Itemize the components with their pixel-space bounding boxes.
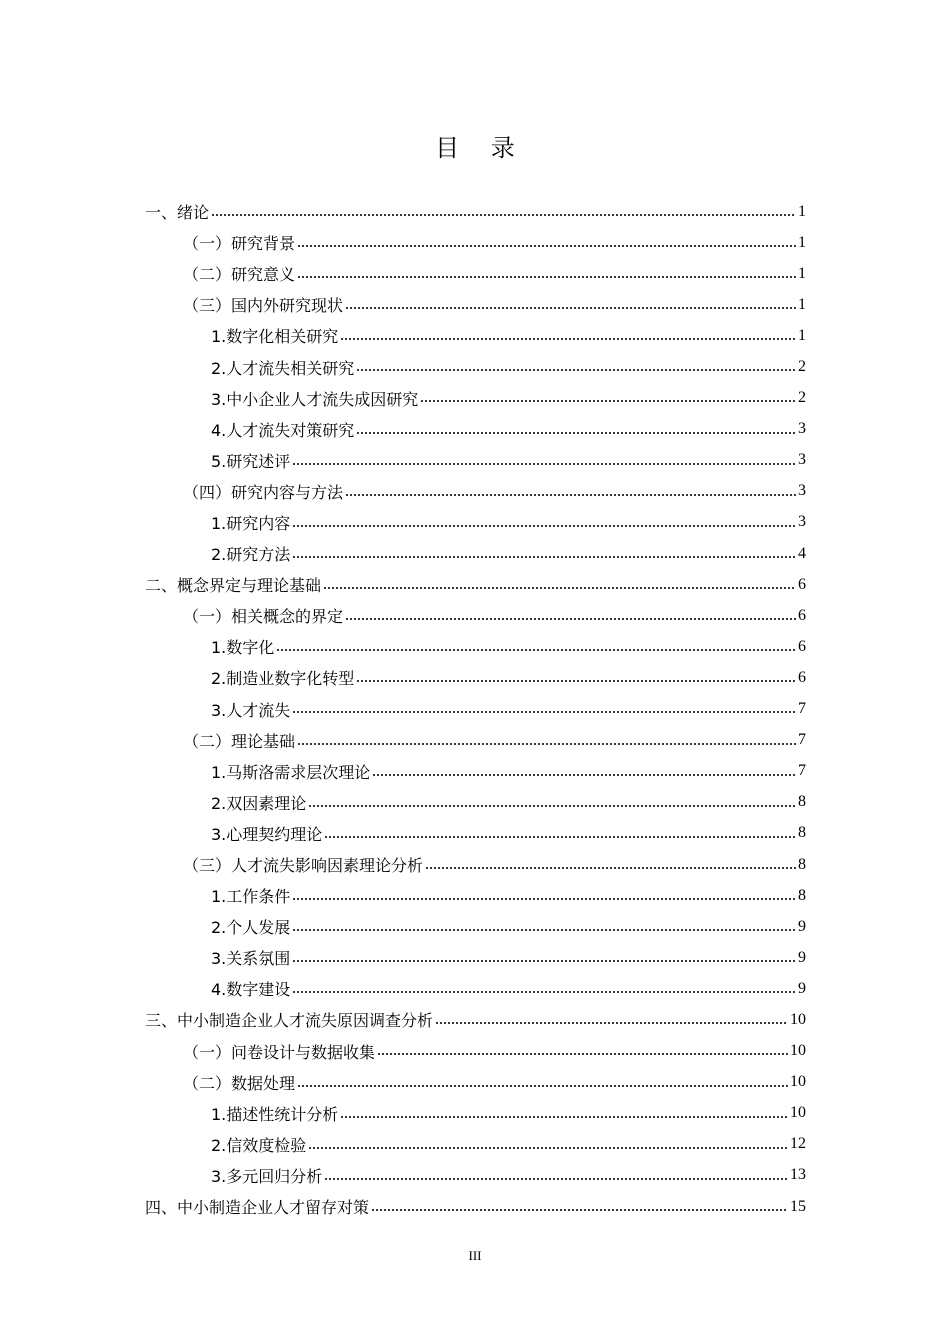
- dot-leader: [292, 452, 796, 468]
- dot-leader: [323, 577, 796, 593]
- toc-entry[interactable]: [145, 849, 806, 880]
- toc-entry-label: 2.制造业数字化转型: [211, 669, 355, 689]
- toc-entry-label: 一、绪论: [145, 203, 210, 223]
- dot-leader: [371, 1199, 788, 1215]
- toc-entry-label: 3.心理契约理论: [211, 824, 323, 844]
- toc-entry-page: 10: [790, 1073, 806, 1091]
- page-title: 目 录: [435, 134, 527, 162]
- dot-leader: [292, 981, 796, 997]
- toc-entry[interactable]: [145, 818, 806, 849]
- toc-entry-label: 2.人才流失相关研究: [211, 358, 355, 378]
- dot-leader: [356, 421, 796, 437]
- toc-entry[interactable]: [145, 383, 806, 414]
- toc-entry-page: 8: [798, 793, 806, 811]
- toc-entry-label: 1.描述性统计分析: [211, 1104, 339, 1124]
- toc-entry[interactable]: [145, 507, 806, 538]
- toc-entry-page: 9: [798, 979, 806, 997]
- dot-leader: [340, 328, 796, 344]
- dot-leader: [308, 794, 796, 810]
- toc-entry-label: 3.关系氛围: [211, 949, 291, 969]
- toc-entry-label: 3.人才流失: [211, 700, 291, 720]
- dot-leader: [340, 1105, 788, 1121]
- dot-leader: [297, 235, 796, 251]
- dot-leader: [345, 297, 796, 313]
- toc-entry[interactable]: [145, 569, 806, 600]
- toc-entry-page: 9: [798, 917, 806, 935]
- dot-leader: [435, 1012, 788, 1028]
- toc-entry-label: （二）数据处理: [183, 1073, 296, 1093]
- toc-entry-page: 9: [798, 948, 806, 966]
- toc-entry-page: 3: [798, 513, 806, 531]
- toc-entry[interactable]: [145, 476, 806, 507]
- toc-entry[interactable]: [145, 942, 806, 973]
- toc-entry-label: 3.中小企业人才流失成因研究: [211, 389, 419, 409]
- dot-leader: [292, 950, 796, 966]
- toc-entry-label: 2.个人发展: [211, 918, 291, 938]
- toc-entry-label: 1.工作条件: [211, 887, 291, 907]
- toc-entry-label: 三、中小制造企业人才流失原因调查分析: [145, 1011, 434, 1031]
- toc-entry-page: 1: [798, 326, 806, 344]
- dot-leader: [297, 1074, 788, 1090]
- toc-entry-page: 8: [798, 886, 806, 904]
- toc-entry[interactable]: [145, 973, 806, 1004]
- toc-entry[interactable]: [145, 445, 806, 476]
- toc-entry-label: 3.多元回归分析: [211, 1166, 323, 1186]
- dot-leader: [356, 670, 796, 686]
- toc-entry-label: （一）研究背景: [183, 234, 296, 254]
- toc-entry-label: （三）人才流失影响因素理论分析: [183, 856, 424, 876]
- toc-entry-label: 四、中小制造企业人才留存对策: [145, 1198, 370, 1218]
- dot-leader: [356, 359, 796, 375]
- toc-entry[interactable]: [145, 258, 806, 289]
- toc-entry[interactable]: [145, 414, 806, 445]
- toc-entry-page: 6: [798, 637, 806, 655]
- toc-entry-label: 2.信效度检验: [211, 1135, 307, 1155]
- dot-leader: [345, 483, 796, 499]
- toc-entry-page: 6: [798, 668, 806, 686]
- toc-entry-label: （三）国内外研究现状: [183, 296, 344, 316]
- toc-entry-page: 7: [798, 700, 806, 718]
- toc-entry[interactable]: [145, 1067, 806, 1098]
- dot-leader: [276, 639, 796, 655]
- dot-leader: [324, 1167, 788, 1183]
- toc-entry-label: 1.数字化: [211, 638, 275, 658]
- dot-leader: [292, 888, 796, 904]
- dot-leader: [297, 266, 796, 282]
- toc-entry[interactable]: [145, 538, 806, 569]
- dot-leader: [292, 546, 796, 562]
- toc-entry-page: 7: [798, 731, 806, 749]
- toc-entry-page: 3: [798, 451, 806, 469]
- toc-entry-label: （二）理论基础: [183, 731, 296, 751]
- toc-entry[interactable]: [145, 1160, 806, 1191]
- toc-entry[interactable]: [145, 787, 806, 818]
- toc-entry[interactable]: [145, 1129, 806, 1160]
- toc-entry-page: 6: [798, 606, 806, 624]
- toc-entry[interactable]: [145, 196, 806, 227]
- toc-entry-label: （一）相关概念的界定: [183, 607, 344, 627]
- dot-leader: [425, 857, 796, 873]
- toc-entry[interactable]: [145, 662, 806, 693]
- toc-entry[interactable]: [145, 351, 806, 382]
- toc-entry-label: 1.数字化相关研究: [211, 327, 339, 347]
- toc-entry-page: 12: [790, 1135, 806, 1153]
- toc-entry-page: 15: [790, 1197, 806, 1215]
- toc-entry[interactable]: [145, 725, 806, 756]
- toc-entry-page: 10: [790, 1042, 806, 1060]
- dot-leader: [377, 1043, 788, 1059]
- dot-leader: [211, 204, 796, 220]
- toc-entry-page: 1: [798, 202, 806, 220]
- toc-entry-page: 6: [798, 575, 806, 593]
- toc-entry-page: 10: [790, 1104, 806, 1122]
- toc-entry[interactable]: [145, 880, 806, 911]
- toc-entry[interactable]: [145, 756, 806, 787]
- toc-entry[interactable]: [145, 1036, 806, 1067]
- page-number: III: [468, 1248, 482, 1263]
- toc-entry[interactable]: [145, 289, 806, 320]
- toc-entry-page: 4: [798, 544, 806, 562]
- toc-entry[interactable]: [145, 1004, 806, 1035]
- dot-leader: [297, 732, 796, 748]
- toc-entry-page: 1: [798, 264, 806, 282]
- toc-entry[interactable]: [145, 1191, 806, 1222]
- toc-entry-page: 1: [798, 233, 806, 251]
- toc-entry-label: （四）研究内容与方法: [183, 482, 344, 502]
- toc-entry-page: 13: [790, 1166, 806, 1184]
- toc-entry-label: 4.数字建设: [211, 980, 291, 1000]
- toc-entry-label: 2.研究方法: [211, 545, 291, 565]
- toc-entry-page: 2: [798, 389, 806, 407]
- dot-leader: [324, 825, 796, 841]
- toc-entry-label: 二、概念界定与理论基础: [145, 576, 322, 596]
- dot-leader: [292, 701, 796, 717]
- toc-entry[interactable]: [145, 631, 806, 662]
- toc-entry[interactable]: [145, 600, 806, 631]
- toc-entry-label: 1.研究内容: [211, 513, 291, 533]
- dot-leader: [308, 1136, 788, 1152]
- toc-entry-page: 2: [798, 358, 806, 376]
- toc-entry-page: 1: [798, 295, 806, 313]
- dot-leader: [345, 608, 796, 624]
- toc-entry-page: 3: [798, 482, 806, 500]
- toc-entry-page: 8: [798, 855, 806, 873]
- toc-entry[interactable]: [145, 320, 806, 351]
- dot-leader: [292, 514, 796, 530]
- toc-entry[interactable]: [145, 227, 806, 258]
- toc-entry[interactable]: [145, 911, 806, 942]
- toc-entry[interactable]: [145, 1098, 806, 1129]
- toc-entry-label: 2.双因素理论: [211, 793, 307, 813]
- toc-entry-page: 7: [798, 762, 806, 780]
- toc-entry-label: （一）问卷设计与数据收集: [183, 1042, 376, 1062]
- toc-entry-page: 8: [798, 824, 806, 842]
- toc-entry-page: 3: [798, 420, 806, 438]
- dot-leader: [372, 763, 796, 779]
- toc-entry-label: 1.马斯洛需求层次理论: [211, 762, 371, 782]
- toc-entry-label: （二）研究意义: [183, 265, 296, 285]
- toc-entry-page: 10: [790, 1010, 806, 1028]
- table-of-contents: [145, 196, 806, 1222]
- toc-entry[interactable]: [145, 694, 806, 725]
- dot-leader: [420, 390, 796, 406]
- toc-entry-label: 4.人才流失对策研究: [211, 420, 355, 440]
- toc-entry-label: 5.研究述评: [211, 451, 291, 471]
- dot-leader: [292, 919, 796, 935]
